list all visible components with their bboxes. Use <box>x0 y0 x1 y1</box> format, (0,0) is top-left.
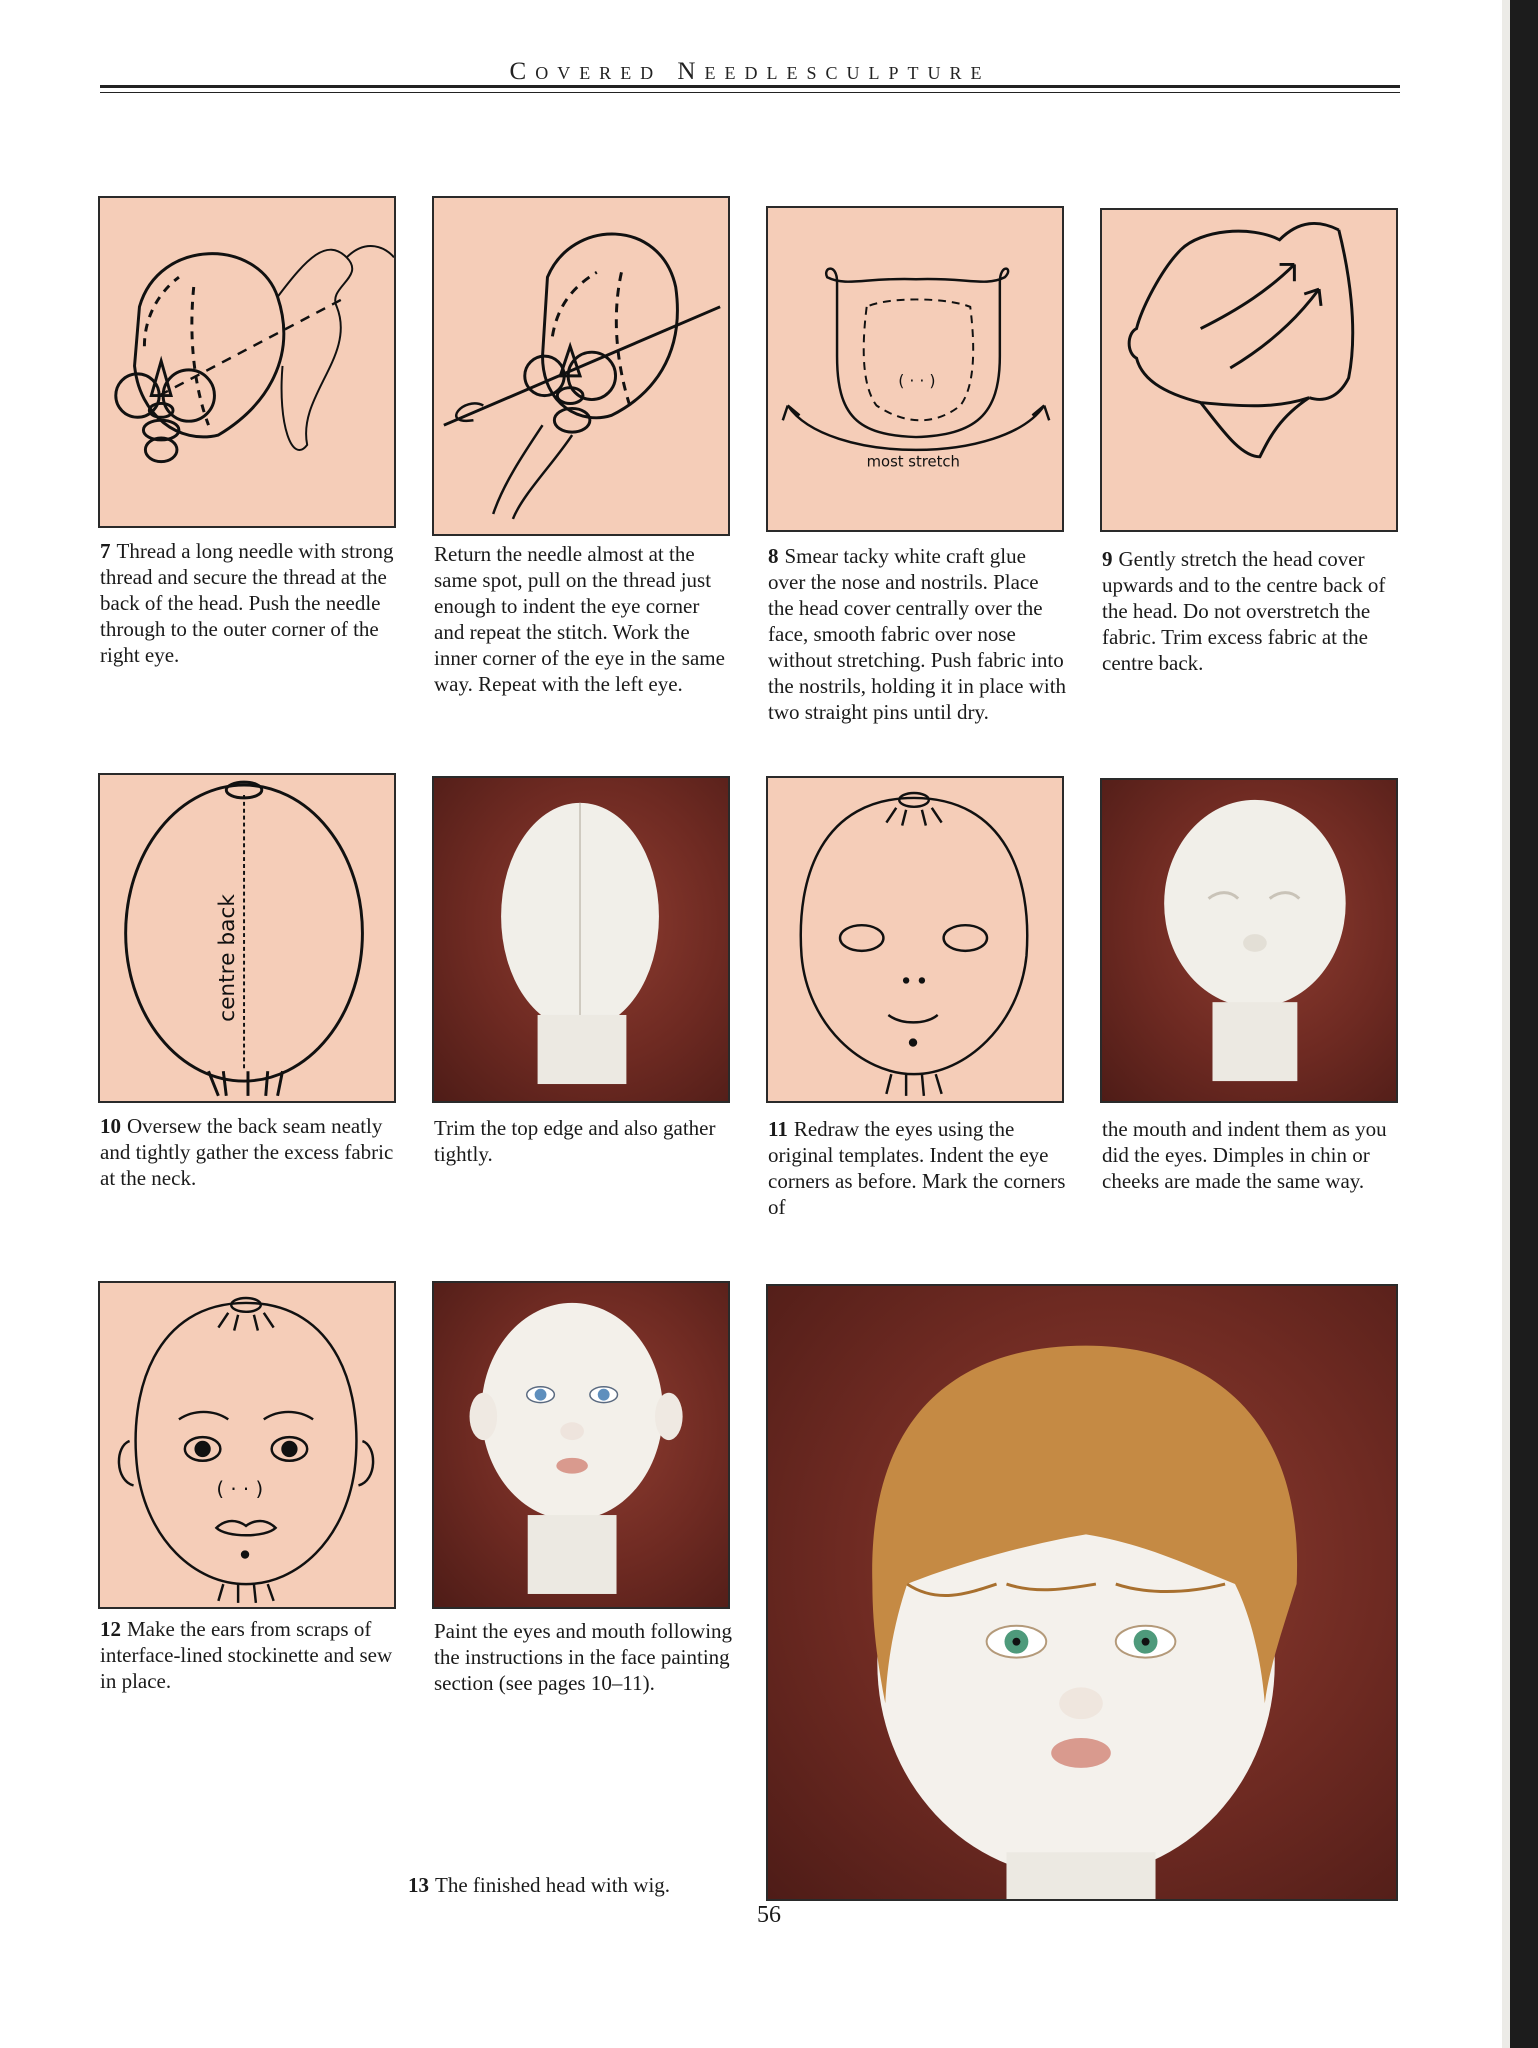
running-head: Covered Needlesculpture <box>509 58 991 85</box>
page-edge <box>1502 0 1510 2048</box>
diagram-step11 <box>766 776 1064 1103</box>
photo-head-indented <box>1100 778 1398 1103</box>
diagram-step7b <box>432 196 730 536</box>
svg-text:( · · ): ( · · ) <box>898 370 936 390</box>
diagram-step9 <box>1100 208 1398 532</box>
caption-step12b: Paint the eyes and mouth following the instructions in the face painting section (see pages 10–11). <box>434 1619 733 1695</box>
header-rule-thin <box>100 92 1400 93</box>
diagram-step7 <box>98 196 396 528</box>
most-stretch-label: most stretch <box>866 453 960 471</box>
caption-step11: 11 Redraw the eyes using the original templates. Indent the eye corners as before. Mark the corners of <box>768 1117 1066 1219</box>
photo-finished-head <box>766 1284 1398 1901</box>
diagram-step12 <box>98 1281 396 1609</box>
caption-step9: 9 Gently stretch the head cover upwards and to the centre back of the head. Do not overstretch the fabric. Trim excess fabric at the centre back. <box>1102 547 1386 675</box>
caption-step12: 12 Make the ears from scraps of interface-lined stockinette and sew in place. <box>100 1617 393 1693</box>
caption-step10: 10 Oversew the back seam neatly and tightly gather the excess fabric at the neck. <box>100 1114 394 1190</box>
centre-back-label: centre back <box>215 894 241 1022</box>
caption-step7b: Return the needle almost at the same spot, pull on the thread just enough to indent the eye corner and repeat the stitch. Work the inner corner of the eye in the same way. Repeat with the left eye. <box>434 542 725 696</box>
header-rule <box>100 85 1400 88</box>
page-number: 56 <box>757 1902 781 1928</box>
caption-step7: 7 Thread a long needle with strong thread and secure the thread at the back of the head. Push the needle through to the outer corner of the right eye. <box>100 539 394 667</box>
caption-step11b: the mouth and indent them as you did the eyes. Dimples in chin or cheeks are made the same way. <box>1102 1117 1387 1193</box>
caption-step8: 8 Smear tacky white craft glue over the nose and nostrils. Place the head cover centrally over the face, smooth fabric over nose without stretching. Push fabric into the nostrils, holding it in place with two straight pins until dry. <box>768 544 1067 724</box>
diagram-step8 <box>766 206 1064 532</box>
photo-head-back <box>432 776 730 1103</box>
svg-text:( · · ): ( · · ) <box>216 1477 264 1501</box>
photo-painted-head <box>432 1281 730 1609</box>
scan-edge <box>1510 0 1538 2048</box>
caption-step13: 13 The finished head with wig. <box>408 1873 671 1897</box>
diagram-step10 <box>98 773 396 1103</box>
caption-step10b: Trim the top edge and also gather tightly. <box>434 1116 716 1166</box>
